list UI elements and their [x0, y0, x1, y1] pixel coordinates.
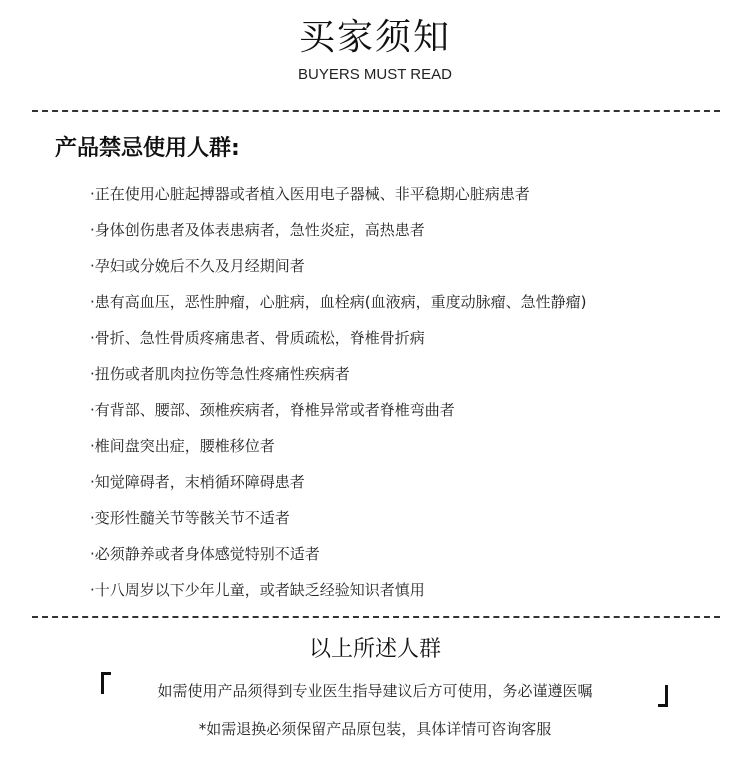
section-heading: 产品禁忌使用人群:: [55, 136, 240, 161]
medical-notice: 如需使用产品须得到专业医生指导建议后方可使用，务必谨遵医嘱: [157, 682, 593, 700]
list-item: ·骨折、急性骨质疼痛患者、骨质疏松，脊椎骨折病: [90, 329, 425, 347]
list-item: ·必须静养或者身体感觉特别不适者: [90, 545, 320, 563]
list-item: ·正在使用心脏起搏器或者植入医用电子器械、非平稳期心脏病患者: [90, 185, 530, 203]
return-policy-footnote: *如需退换必须保留产品原包装，具体详情可咨询客服: [198, 720, 552, 738]
list-item: ·孕妇或分娩后不久及月经期间者: [90, 257, 305, 275]
list-item: ·扭伤或者肌肉拉伤等急性疼痛性疾病者: [90, 365, 350, 383]
list-item: ·有背部、腰部、颈椎疾病者，脊椎异常或者脊椎弯曲者: [90, 401, 455, 419]
list-item: ·身体创伤患者及体表患病者，急性炎症，高热患者: [90, 221, 425, 239]
list-item: ·变形性髓关节等骸关节不适者: [90, 509, 290, 527]
list-item: ·十八周岁以下少年儿童，或者缺乏经验知识者慎用: [90, 581, 425, 599]
contraindication-list: [90, 176, 730, 608]
page-subtitle: BUYERS MUST READ: [298, 66, 452, 83]
list-item: ·患有高血压，恶性肿瘤，心脏病，血栓病(血液病，重度动脉瘤、急性静瘤): [90, 293, 587, 311]
page-title: 买家须知: [298, 17, 451, 58]
list-item: ·椎间盘突出症，腰椎移位者: [90, 437, 275, 455]
summary-title: 以上所述人群: [308, 637, 441, 662]
close-corner-bracket-icon: [658, 685, 668, 707]
list-item: ·知觉障碍者，末梢循环障碍患者: [90, 473, 305, 491]
top-divider: [32, 110, 720, 112]
bottom-divider: [32, 616, 720, 618]
